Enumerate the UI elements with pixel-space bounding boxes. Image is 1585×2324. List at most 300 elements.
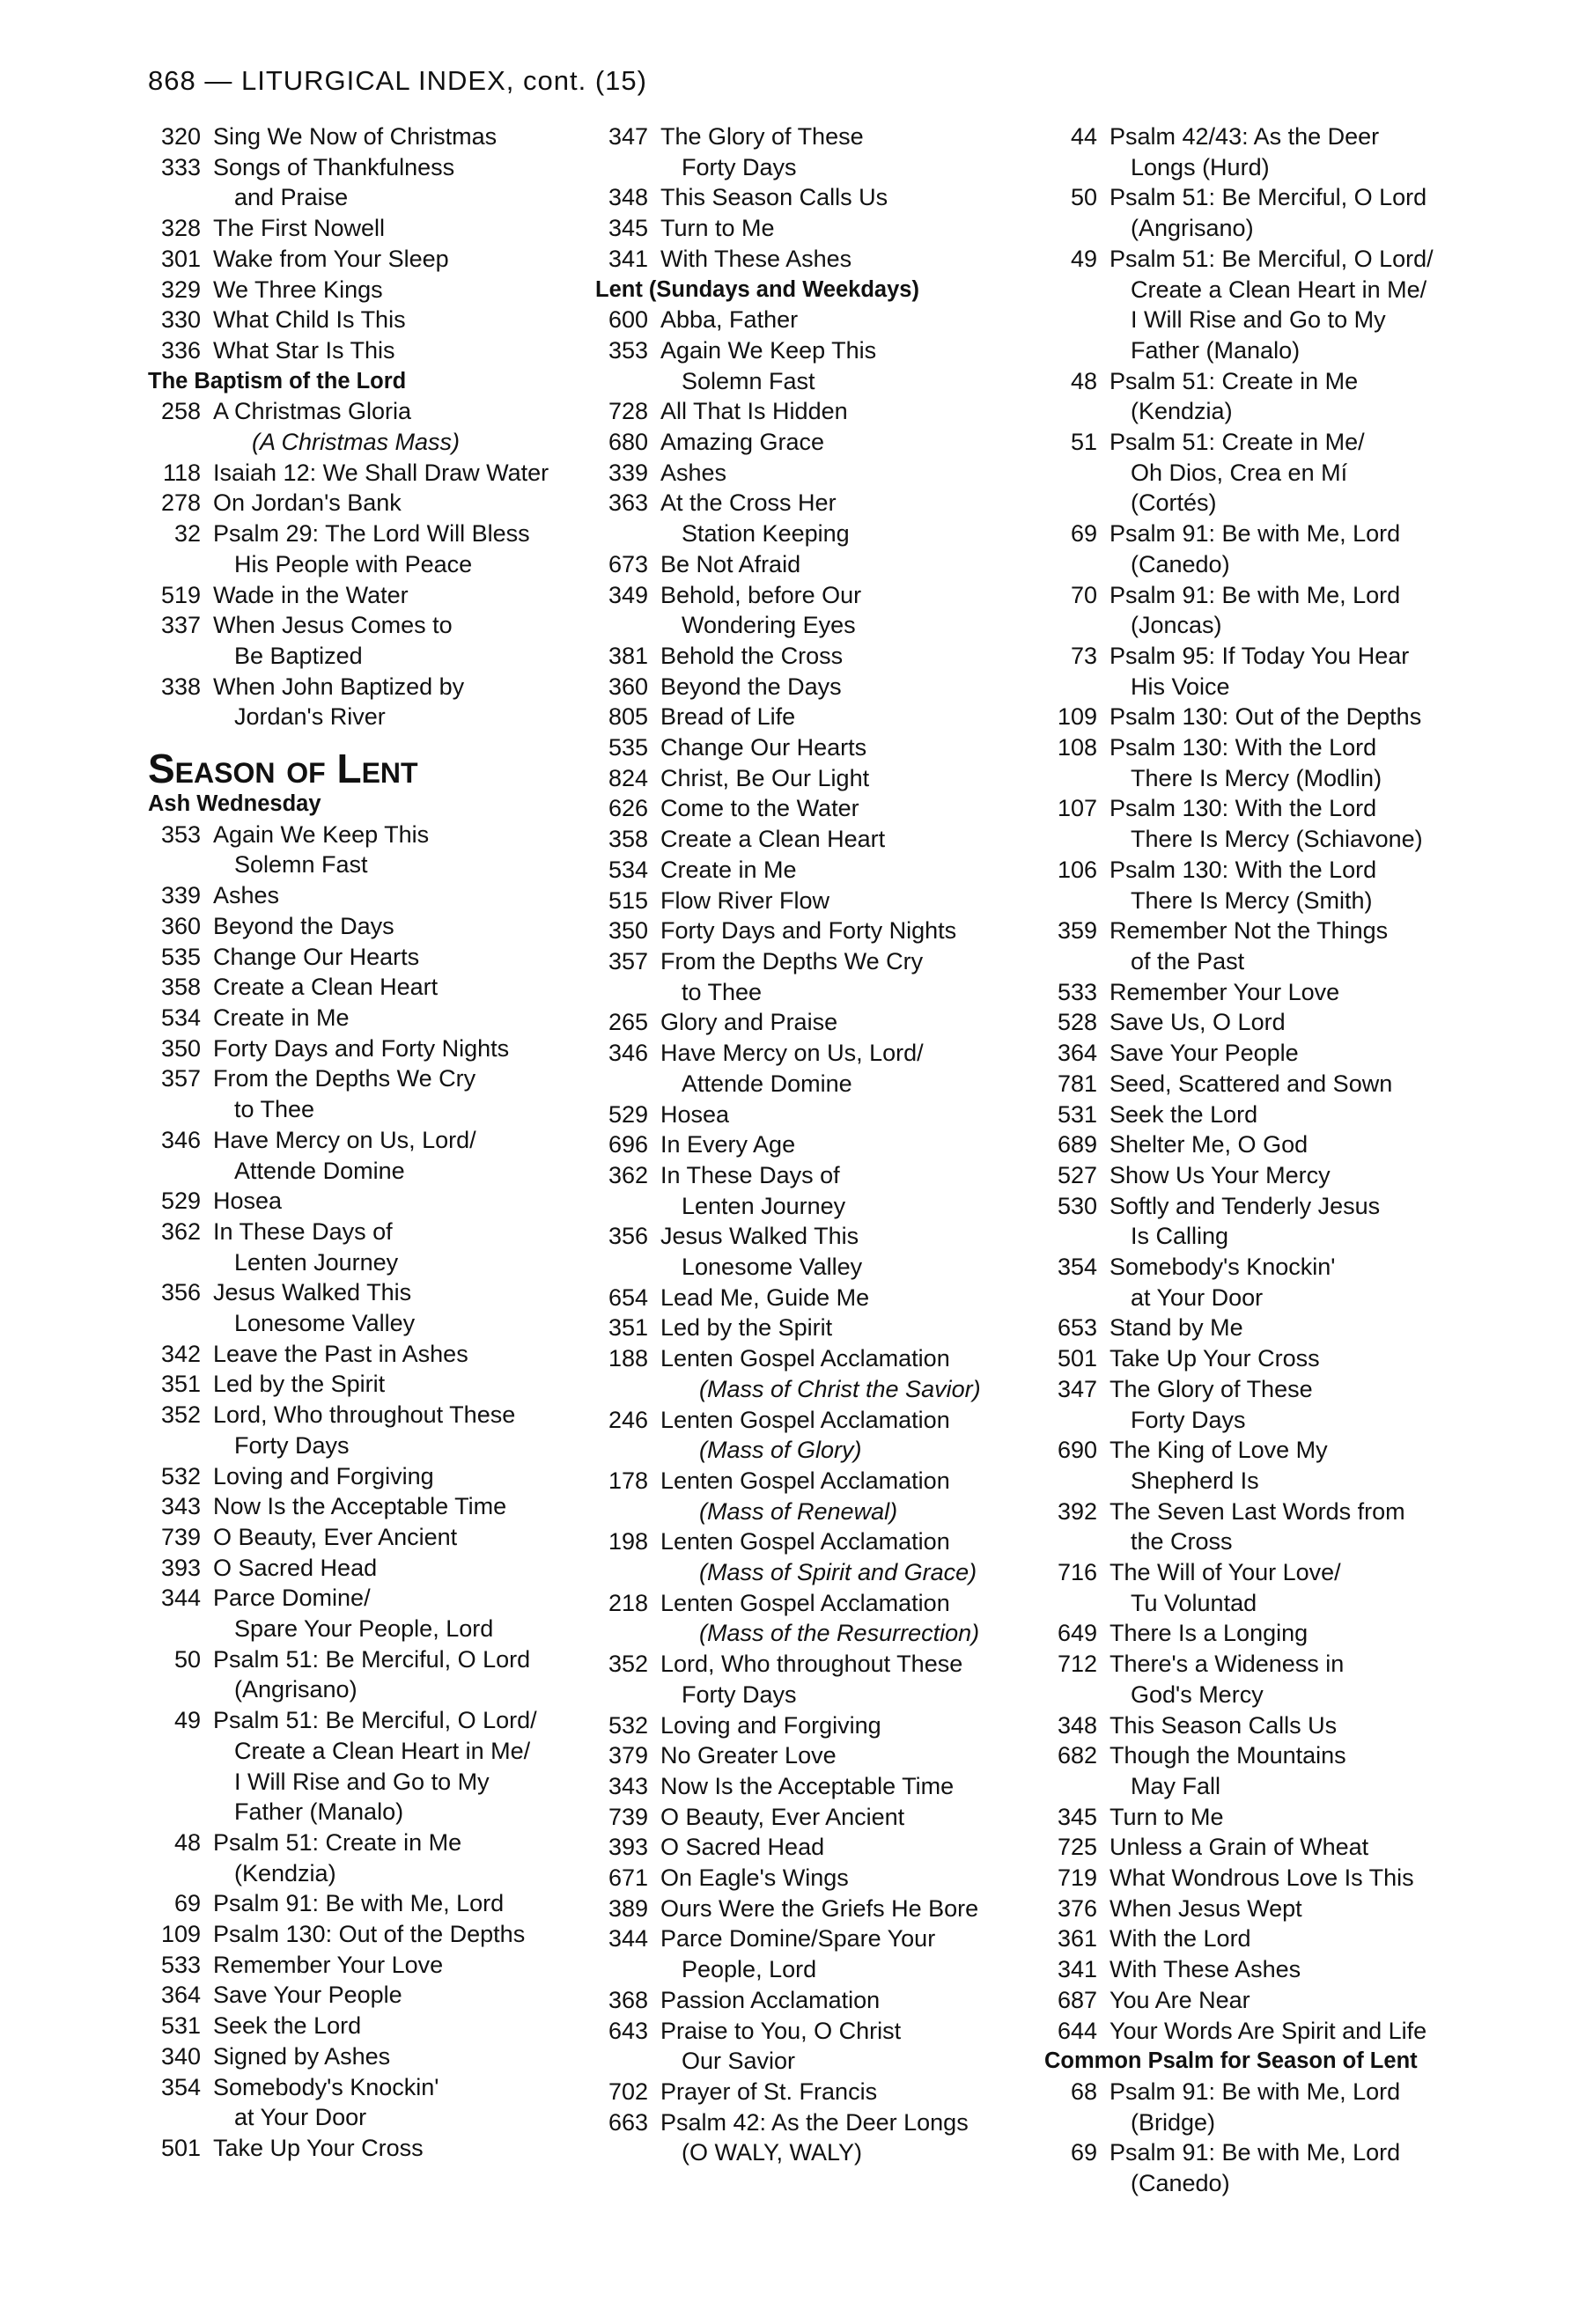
hymn-number: 643: [608, 2017, 648, 2044]
index-entry: [1044, 1832, 1485, 1863]
title-continuation: (Kendzia): [234, 1859, 336, 1886]
hymn-title: [213, 610, 588, 671]
title-continuation: Be Baptized: [234, 642, 363, 669]
title-continuation: to Thee: [682, 978, 763, 1005]
hymn-number: 108: [1057, 734, 1097, 761]
hymn-number: 69: [1070, 520, 1097, 548]
hymn-number: 339: [160, 882, 201, 909]
title-line: Create in Me: [213, 1004, 350, 1031]
index-entry: [148, 1063, 588, 1124]
hymn-number: 364: [160, 1982, 201, 2009]
title-line: Isaiah 12: We Shall Draw Water: [213, 459, 549, 486]
index-entry: [595, 1405, 1044, 1466]
index-entry: [595, 1710, 1044, 1741]
index-entry: [1044, 1557, 1485, 1618]
index-entry: [595, 1038, 1044, 1099]
hymn-number: 347: [1057, 1375, 1097, 1402]
hymn-number: 501: [1057, 1345, 1097, 1372]
title-line: Lord, Who throughout These: [660, 1651, 963, 1678]
hymn-number: 106: [1057, 856, 1097, 883]
hymn-number: 353: [160, 820, 201, 848]
hymn-title: [660, 1771, 1044, 1802]
hymn-title: [1110, 1374, 1485, 1435]
title-line: Glory and Praise: [660, 1009, 838, 1036]
index-entry: [148, 2011, 588, 2041]
title-line: Psalm 51: Be Merciful, O Lord/: [1110, 245, 1434, 272]
hymn-number: 527: [1057, 1161, 1097, 1188]
hymn-title: [213, 1033, 588, 1064]
title-line: There's a Wideness in: [1110, 1651, 1345, 1678]
title-continuation: (Angrisano): [234, 1676, 358, 1703]
hymn-title: [1110, 916, 1485, 976]
title-line: Forty Days and Forty Nights: [660, 917, 957, 945]
index-entry: [1044, 1069, 1485, 1099]
hymn-title: [213, 488, 588, 518]
hymn-number: 654: [608, 1283, 648, 1311]
title-line: Psalm 51: Be Merciful, O Lord/: [213, 1707, 537, 1734]
hymn-number: 341: [1057, 1956, 1097, 1983]
hymn-number: 346: [160, 1126, 201, 1153]
hymn-title: [660, 641, 1044, 672]
hymn-title: [660, 824, 1044, 855]
index-entry: [595, 213, 1044, 244]
title-line: Seek the Lord: [1110, 1100, 1258, 1128]
hymn-number: 532: [160, 1462, 201, 1489]
index-entry: [595, 763, 1044, 794]
page-number: 868: [148, 65, 196, 96]
title-continuation: I Will Rise and Go to My: [234, 1768, 490, 1795]
index-entry: [148, 1277, 588, 1338]
title-continuation: (Cortés): [1131, 489, 1217, 517]
index-entry: [595, 488, 1044, 548]
index-entry: [595, 1129, 1044, 1160]
mass-setting: (Mass of Christ the Savior): [699, 1375, 981, 1402]
hymn-number: 349: [608, 581, 648, 608]
hymn-title: [660, 672, 1044, 702]
hymn-title: [1110, 793, 1485, 854]
hymn-number: 358: [160, 974, 201, 1001]
hymn-number: 364: [1057, 1040, 1097, 1067]
hymn-title: [213, 396, 588, 457]
hymn-number: 48: [1070, 367, 1097, 394]
title-continuation: (Canedo): [1131, 550, 1230, 577]
hymn-title: [1110, 1985, 1485, 2016]
hymn-number: 529: [160, 1188, 201, 1215]
index-entry: [1044, 1985, 1485, 2016]
hymn-number: 118: [162, 459, 201, 486]
hymn-title: [660, 488, 1044, 548]
index-entry: [595, 121, 1044, 182]
section-heading: Lent (Sundays and Weekdays): [595, 276, 919, 302]
hymn-number: 501: [160, 2135, 201, 2161]
hymn-title: [213, 1583, 588, 1644]
hymn-number: 393: [160, 1554, 201, 1581]
hymn-title: [213, 152, 588, 213]
hymn-title: [660, 702, 1044, 732]
hymn-number: 338: [160, 673, 201, 700]
hymn-title: [213, 1186, 588, 1217]
hymn-title: [1110, 1740, 1485, 1801]
index-entry: [595, 549, 1044, 580]
title-continuation: There Is Mercy (Smith): [1131, 886, 1373, 914]
hymn-title: [213, 1400, 588, 1460]
title-continuation: Lonesome Valley: [234, 1310, 416, 1337]
index-entry: [148, 1339, 588, 1370]
title-line: The First Nowell: [213, 215, 386, 242]
hymn-title: [1110, 1099, 1485, 1130]
index-entry: [1044, 2077, 1485, 2137]
index-entry: [1044, 366, 1485, 427]
hymn-number: 336: [160, 336, 201, 364]
hymn-title: [213, 942, 588, 973]
title-continuation: Forty Days: [682, 1680, 797, 1708]
hymn-number: 265: [608, 1009, 648, 1036]
hymn-number: 649: [1057, 1620, 1097, 1647]
title-continuation: (Kendzia): [1131, 398, 1233, 425]
title-line: Now Is the Acceptable Time: [660, 1772, 955, 1799]
hymn-number: 362: [160, 1217, 201, 1245]
index-entry: [595, 1313, 1044, 1343]
section-heading: The Baptism of the Lord: [148, 368, 407, 393]
title-line: Your Words Are Spirit and Life: [1110, 2017, 1427, 2044]
hymn-number: 73: [1070, 642, 1097, 669]
hymn-title: [213, 1553, 588, 1584]
title-continuation: God's Mercy: [1131, 1680, 1264, 1708]
title-continuation: Lenten Journey: [234, 1248, 399, 1276]
hymn-number: 51: [1070, 429, 1097, 456]
title-continuation: Is Calling: [1131, 1223, 1229, 1250]
title-continuation: People, Lord: [682, 1956, 817, 1983]
hymn-title: [213, 1644, 588, 1705]
hymn-title: [660, 1863, 1044, 1894]
title-line: Jesus Walked This: [213, 1279, 412, 1306]
index-entry: [148, 1919, 588, 1950]
hymn-number: 781: [1057, 1070, 1097, 1097]
title-line: Lenten Gospel Acclamation: [660, 1406, 950, 1433]
hymn-number: 49: [1070, 245, 1097, 272]
hymn-number: 728: [608, 398, 648, 425]
hymn-title: [213, 2041, 588, 2072]
hymn-number: 351: [608, 1314, 648, 1342]
title-line: Loving and Forgiving: [660, 1711, 881, 1739]
title-continuation: There Is Mercy (Schiavone): [1131, 826, 1423, 853]
title-line: The Will of Your Love/: [1110, 1559, 1341, 1586]
hymn-title: [213, 1125, 588, 1186]
hymn-title: [1110, 1191, 1485, 1252]
title-continuation: (Bridge): [1131, 2108, 1216, 2136]
title-continuation: Create a Clean Heart in Me/: [234, 1737, 531, 1764]
index-entry: [148, 518, 588, 579]
hymn-number: 535: [160, 943, 201, 970]
hymn-title: [1110, 1802, 1485, 1833]
index-entry: [148, 1033, 588, 1064]
hymn-number: 805: [608, 703, 648, 731]
title-line: Behold the Cross: [660, 642, 844, 669]
hymn-number: 359: [1057, 917, 1097, 945]
hymn-title: [213, 1217, 588, 1277]
title-line: Psalm 130: With the Lord: [1110, 734, 1377, 761]
hymn-title: [660, 886, 1044, 916]
title-continuation: Create a Clean Heart in Me/: [1131, 276, 1427, 303]
title-line: Save Your People: [213, 1982, 402, 2009]
index-entry: [148, 458, 588, 489]
index-entry: [1044, 1894, 1485, 1924]
index-entry: [148, 1644, 588, 1705]
hymn-title: [660, 244, 1044, 275]
hymn-number: 358: [608, 826, 648, 853]
page-header: [148, 65, 647, 97]
index-entry: [1044, 1649, 1485, 1710]
title-line: Lenten Gospel Acclamation: [660, 1589, 950, 1616]
title-continuation: at Your Door: [1131, 1283, 1264, 1311]
hymn-number: 716: [1057, 1559, 1097, 1586]
title-line: In These Days of: [213, 1217, 393, 1245]
hymn-number: 600: [608, 306, 648, 334]
title-line: There Is a Longing: [1110, 1620, 1309, 1647]
hymn-title: [660, 1129, 1044, 1160]
title-line: Lord, Who throughout These: [213, 1401, 516, 1429]
title-line: Praise to You, O Christ: [660, 2017, 902, 2044]
hymn-number: 330: [160, 306, 201, 334]
hymn-title: [1110, 1954, 1485, 1985]
hymn-title: [660, 2077, 1044, 2107]
hymn-title: [1110, 1557, 1485, 1618]
hymn-number: 680: [608, 429, 648, 456]
hymn-title: [213, 458, 588, 489]
hymn-number: 663: [608, 2108, 648, 2136]
title-line: Hosea: [660, 1100, 730, 1128]
title-continuation: Longs (Hurd): [1131, 153, 1270, 180]
hymn-number: 350: [160, 1034, 201, 1062]
hymn-title: [213, 335, 588, 366]
title-continuation: Wondering Eyes: [682, 612, 856, 639]
title-line: Change Our Hearts: [660, 734, 867, 761]
title-line: Stand by Me: [1110, 1314, 1243, 1342]
title-line: This Season Calls Us: [660, 184, 888, 211]
hymn-number: 353: [608, 336, 648, 364]
hymn-title: [213, 518, 588, 579]
hymn-number: 531: [1057, 1100, 1097, 1128]
hymn-title: [213, 1063, 588, 1124]
hymn-number: 178: [608, 1467, 648, 1494]
hymn-number: 725: [1057, 1834, 1097, 1861]
title-line: Turn to Me: [660, 215, 775, 242]
title-continuation: Jordan's River: [234, 703, 386, 731]
index-entry: [1044, 1435, 1485, 1496]
hymn-title: [1110, 1923, 1485, 1954]
hymn-title: [213, 1339, 588, 1370]
title-line: From the Depths We Cry: [213, 1065, 476, 1092]
title-line: Psalm 91: Be with Me, Lord: [213, 1890, 505, 1917]
hymn-number: 362: [608, 1161, 648, 1188]
hymn-number: 712: [1057, 1651, 1097, 1678]
title-continuation: Attende Domine: [234, 1157, 405, 1184]
title-line: Create a Clean Heart: [213, 974, 439, 1001]
hymn-number: 32: [173, 520, 201, 548]
title-continuation: to Thee: [234, 1096, 315, 1123]
hymn-number: 348: [608, 184, 648, 211]
hymn-number: 719: [1057, 1864, 1097, 1892]
hymn-title: [1110, 1343, 1485, 1374]
index-entry: [595, 1466, 1044, 1526]
hymn-number: 626: [608, 795, 648, 822]
index-entry: [1044, 702, 1485, 732]
hymn-title: [660, 1923, 1044, 1984]
index-entry: [1044, 580, 1485, 641]
hymn-title: [1110, 855, 1485, 916]
title-line: Psalm 91: Be with Me, Lord: [1110, 520, 1401, 548]
hymn-number: 278: [160, 489, 201, 517]
title-line: Prayer of St. Francis: [660, 2078, 878, 2105]
title-line: What Wondrous Love Is This: [1110, 1864, 1414, 1892]
title-line: Somebody's Knockin': [213, 2073, 439, 2100]
mass-setting: (Mass of the Resurrection): [699, 1620, 980, 1647]
hymn-number: 344: [160, 1585, 201, 1612]
hymn-title: [660, 1099, 1044, 1130]
hymn-number: 346: [608, 1040, 648, 1067]
hymn-number: 69: [1070, 2139, 1097, 2166]
hymn-number: 361: [1057, 1925, 1097, 1953]
index-entry: [1044, 518, 1485, 579]
title-line: Lenten Gospel Acclamation: [660, 1345, 950, 1372]
hymn-number: 356: [608, 1223, 648, 1250]
hymn-title: [660, 732, 1044, 763]
hymn-title: [213, 305, 588, 335]
hymn-number: 357: [160, 1065, 201, 1092]
title-line: When Jesus Comes to: [213, 612, 453, 639]
title-line: Leave the Past in Ashes: [213, 1340, 468, 1367]
hymn-number: 533: [1057, 978, 1097, 1005]
hymn-number: 350: [608, 917, 648, 945]
hymn-number: 534: [608, 856, 648, 883]
title-continuation: Forty Days: [234, 1431, 350, 1459]
index-entry: [595, 244, 1044, 275]
title-line: What Child Is This: [213, 306, 406, 334]
title-line: Psalm 51: Be Merciful, O Lord: [213, 1645, 531, 1673]
hymn-title: [213, 672, 588, 732]
title-line: Led by the Spirit: [660, 1314, 833, 1342]
index-entry: [595, 1985, 1044, 2016]
title-line: Be Not Afraid: [660, 550, 801, 577]
hymn-title: [1110, 121, 1485, 182]
index-entry: [148, 335, 588, 366]
title-line: Seek the Lord: [213, 2012, 362, 2040]
hymn-number: 533: [160, 1951, 201, 1978]
title-line: Change Our Hearts: [213, 943, 420, 970]
title-continuation: and Praise: [234, 184, 349, 211]
index-entry: [595, 1343, 1044, 1404]
hymn-number: 360: [160, 912, 201, 939]
index-entry: [595, 2107, 1044, 2168]
hymn-number: 393: [608, 1834, 648, 1861]
hymn-title: [213, 1369, 588, 1400]
title-line: O Beauty, Ever Ancient: [213, 1523, 458, 1550]
hymn-title: [213, 2011, 588, 2041]
hymn-title: [660, 580, 1044, 641]
hymn-title: [660, 121, 1044, 182]
hymn-title: [660, 1740, 1044, 1771]
index-entry: [148, 1522, 588, 1553]
title-line: With These Ashes: [1110, 1956, 1301, 1983]
title-line: You Are Near: [1110, 1986, 1250, 2013]
index-entry: [148, 244, 588, 275]
title-line: Have Mercy on Us, Lord/: [660, 1040, 924, 1067]
index-entry: [148, 275, 588, 305]
hymn-title: [213, 213, 588, 244]
index-entry: [148, 1003, 588, 1033]
index-entry: [595, 305, 1044, 335]
index-entry: [1044, 244, 1485, 366]
title-line: Psalm 91: Be with Me, Lord: [1110, 581, 1401, 608]
hymn-number: 48: [173, 1828, 201, 1856]
hymn-title: [1110, 518, 1485, 579]
title-line: Christ, Be Our Light: [660, 764, 870, 791]
hymn-title: [660, 793, 1044, 824]
hymn-number: 357: [608, 947, 648, 974]
hymn-number: 342: [160, 1340, 201, 1367]
hymn-number: 354: [160, 2073, 201, 2100]
index-entry: [1044, 427, 1485, 518]
hymn-number: 534: [160, 1004, 201, 1031]
hymn-number: 345: [608, 215, 648, 242]
title-continuation: Forty Days: [1131, 1406, 1246, 1433]
title-line: Take Up Your Cross: [1110, 1345, 1320, 1372]
hymn-title: [1110, 1497, 1485, 1557]
hymn-number: 368: [608, 1986, 648, 2013]
hymn-number: 352: [608, 1651, 648, 1678]
index-column-3: [1044, 121, 1485, 2199]
index-entry: [595, 1771, 1044, 1802]
hymn-title: [660, 1466, 1044, 1526]
hymn-number: 345: [1057, 1803, 1097, 1830]
title-line: Turn to Me: [1110, 1803, 1224, 1830]
index-entry: [148, 1553, 588, 1584]
index-entry: [1044, 1252, 1485, 1313]
title-continuation: His Voice: [1131, 673, 1230, 700]
index-entry: [595, 396, 1044, 427]
index-entry: [1044, 793, 1485, 854]
title-line: Songs of Thankfulness: [213, 153, 455, 180]
index-entry: [148, 2133, 588, 2164]
hymn-title: [660, 1985, 1044, 2016]
hymn-number: 696: [608, 1131, 648, 1158]
index-entry: [595, 1160, 1044, 1221]
hymn-title: [660, 549, 1044, 580]
index-entry: [1044, 2016, 1485, 2047]
index-entry: [595, 1802, 1044, 1833]
index-entry: [1044, 1038, 1485, 1069]
index-entry: [1044, 1343, 1485, 1374]
hymn-number: 50: [173, 1645, 201, 1673]
title-line: A Christmas Gloria: [213, 398, 412, 425]
mass-setting: (Mass of Glory): [699, 1437, 862, 1464]
index-entry: [1044, 1618, 1485, 1649]
index-entry: [1044, 641, 1485, 702]
index-entry: [148, 1828, 588, 1888]
page-title: — LITURGICAL INDEX, cont. (15): [204, 65, 647, 96]
index-entry: [1044, 1863, 1485, 1894]
title-line: Ashes: [213, 882, 280, 909]
hymn-number: 689: [1057, 1131, 1097, 1158]
title-line: Psalm 130: Out of the Depths: [213, 1921, 526, 1948]
hymn-title: [660, 1526, 1044, 1587]
title-line: Psalm 42: As the Deer Longs: [660, 2108, 969, 2136]
hymn-title: [660, 1802, 1044, 1833]
title-line: Shelter Me, O God: [1110, 1131, 1309, 1158]
index-entry: [1044, 855, 1485, 916]
hymn-title: [1110, 1129, 1485, 1160]
title-continuation: Lenten Journey: [682, 1192, 846, 1219]
